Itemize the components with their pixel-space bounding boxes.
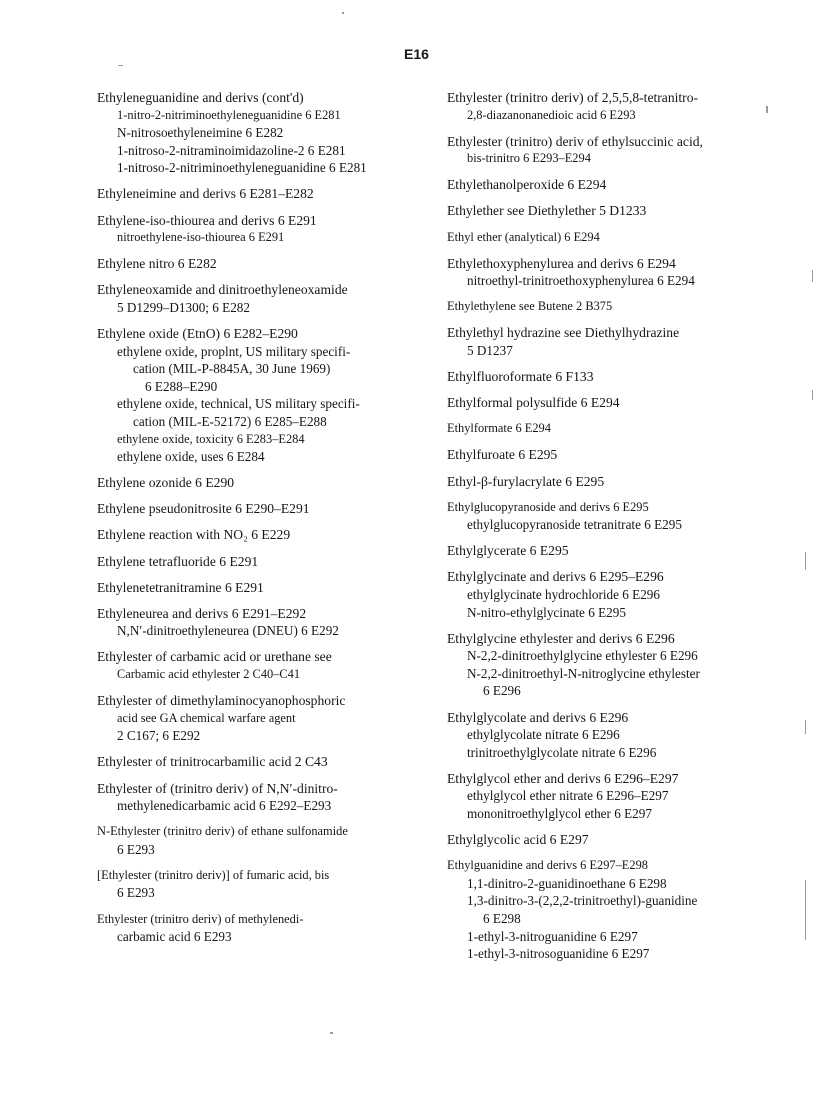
index-heading: Ethylene ozonide 6 E290 <box>97 475 235 491</box>
index-subentry: ethylglucopyranoside tetranitrate 6 E295 <box>467 517 682 533</box>
index-subentry: trinitroethylglycolate nitrate 6 E296 <box>467 744 657 760</box>
index-entry <box>97 867 457 902</box>
index-entry <box>97 185 457 203</box>
index-subentry: ethylglycol ether nitrate 6 E296–E297 <box>467 788 669 804</box>
index-heading: Ethylethoxyphenylurea and derivs 6 E294 <box>447 255 676 271</box>
index-entry <box>447 133 817 168</box>
index-entry <box>97 526 457 544</box>
index-subentry: 5 D1237 <box>467 343 513 359</box>
index-subentry: 1,3-dinitro-3-(2,2,2-trinitroethyl)-guanidine <box>467 893 698 909</box>
scan-speck <box>805 552 806 570</box>
scan-speck <box>766 106 768 113</box>
index-entry <box>97 281 457 316</box>
index-heading: Ethylester (trinitro deriv) of methylenedi- <box>97 911 304 926</box>
index-entry <box>447 499 817 534</box>
index-subentry: nitroethyl-trinitroethoxyphenylurea 6 E294 <box>467 273 695 289</box>
index-heading: N-Ethylester (trinitro deriv) of ethane sulfonamide <box>97 824 348 839</box>
index-heading: Ethyl-β-furylacrylate 6 E295 <box>447 473 605 489</box>
index-subentry: 2 C167; 6 E292 <box>117 728 201 744</box>
index-entry <box>447 255 817 290</box>
index-column-left <box>97 89 457 954</box>
index-subentry: ethylglycinate hydrochloride 6 E296 <box>467 586 660 602</box>
index-subentry: 1-nitroso-2-nitriminoethyleneguanidine 6 E281 <box>117 160 367 176</box>
index-entry <box>447 473 817 491</box>
index-subentry: 6 E298 <box>483 910 521 926</box>
index-subentry: carbamic acid 6 E293 <box>117 929 232 945</box>
index-heading: Ethyl ether (analytical) 6 E294 <box>447 229 600 244</box>
index-entry <box>447 568 817 621</box>
index-heading: Ethylethylene see Butene 2 B375 <box>447 299 613 314</box>
index-subentry: ethylglycolate nitrate 6 E296 <box>467 727 620 743</box>
index-subentry: cation (MIL-P-8845A, 30 June 1969) <box>133 361 331 377</box>
index-entry <box>447 394 817 412</box>
scan-speck <box>342 12 344 14</box>
index-subentry: N-nitrosoethyleneimine 6 E282 <box>117 125 284 141</box>
index-entry <box>447 420 817 438</box>
scan-speck <box>812 390 813 400</box>
index-entry <box>97 212 457 247</box>
index-entry <box>447 857 817 963</box>
index-heading: Ethylethanolperoxide 6 E294 <box>447 177 607 193</box>
index-subentry: N-2,2-dinitroethyl-N-nitroglycine ethylester <box>467 665 700 681</box>
index-subentry: N-nitro-ethylglycinate 6 E295 <box>467 604 626 620</box>
index-entry <box>447 89 817 124</box>
index-column-right <box>447 89 817 971</box>
index-heading: Ethylether see Diethylether 5 D1233 <box>447 203 647 219</box>
index-subentry: ethylene oxide, toxicity 6 E283–E284 <box>117 431 305 446</box>
page-number-header: E16 <box>404 46 429 62</box>
index-heading: Ethylester (trinitro deriv) of 2,5,5,8-tetranitro- <box>447 90 699 105</box>
index-heading: Ethyleneimine and derivs 6 E281–E282 <box>97 186 314 202</box>
index-entry <box>97 255 457 273</box>
index-heading: Ethylglycolate and derivs 6 E296 <box>447 709 629 725</box>
scan-speck <box>805 720 806 734</box>
index-heading: Ethylene-iso-thiourea and derivs 6 E291 <box>97 212 317 228</box>
index-entry <box>447 542 817 560</box>
index-entry <box>97 605 457 640</box>
index-subentry: 5 D1299–D1300; 6 E282 <box>117 299 250 315</box>
index-heading: Ethylene pseudonitrosite 6 E290–E291 <box>97 501 310 517</box>
index-subentry: nitroethylene-iso-thiourea 6 E291 <box>117 230 285 245</box>
index-subentry: methylenedicarbamic acid 6 E292–E293 <box>117 798 332 814</box>
index-heading: Ethyleneguanidine and derivs (cont'd) <box>97 90 304 105</box>
index-subentry: 1,1-dinitro-2-guanidinoethane 6 E298 <box>467 875 667 891</box>
index-entry <box>97 780 457 815</box>
index-subentry: 2,8-diazanonanedioic acid 6 E293 <box>467 107 636 122</box>
index-subentry: N,N′-dinitroethyleneurea (DNEU) 6 E292 <box>117 623 339 639</box>
index-entry <box>97 692 457 745</box>
index-entry <box>447 176 817 194</box>
index-heading: Ethylglycerate 6 E295 <box>447 543 569 559</box>
index-heading: Ethylformal polysulfide 6 E294 <box>447 395 620 411</box>
index-heading: Ethylglycine ethylester and derivs 6 E296 <box>447 630 675 646</box>
index-heading: [Ethylester (trinitro deriv)] of fumaric acid, bis <box>97 867 330 882</box>
index-heading: Ethylglycinate and derivs 6 E295–E296 <box>447 569 664 585</box>
index-entry <box>97 474 457 492</box>
index-subentry: 6 E296 <box>483 683 521 699</box>
index-subentry: Carbamic acid ethylester 2 C40–C41 <box>117 667 301 682</box>
index-subentry: mononitroethylglycol ether 6 E297 <box>467 806 652 821</box>
index-heading: Ethylester (trinitro) deriv of ethylsuccinic acid, <box>447 133 703 149</box>
index-heading: Ethylglycol ether and derivs 6 E296–E297 <box>447 770 679 786</box>
index-heading: Ethylformate 6 E294 <box>447 421 551 436</box>
scan-speck <box>805 880 806 940</box>
index-subentry: 1-nitroso-2-nitraminoimidazoline-2 6 E281 <box>117 142 346 158</box>
index-subentry: N-2,2-dinitroethylglycine ethylester 6 E296 <box>467 648 698 664</box>
index-heading: Ethylglycolic acid 6 E297 <box>447 832 589 848</box>
scan-speck <box>118 65 123 66</box>
index-entry <box>97 911 457 946</box>
index-subentry: 6 E288–E290 <box>145 378 218 394</box>
index-heading: Ethylene tetrafluoride 6 E291 <box>97 553 259 569</box>
index-heading: Ethylester of trinitrocarbamilic acid 2 C43 <box>97 754 328 770</box>
index-entry <box>97 89 457 177</box>
index-entry <box>447 298 817 316</box>
index-entry <box>97 553 457 571</box>
index-heading: Ethyleneurea and derivs 6 E291–E292 <box>97 605 307 621</box>
index-entry <box>447 368 817 386</box>
index-entry <box>447 770 817 823</box>
index-subentry: 1-ethyl-3-nitroguanidine 6 E297 <box>467 928 638 944</box>
index-subentry: cation (MIL-E-52172) 6 E285–E288 <box>133 414 327 429</box>
index-subentry: 6 E293 <box>117 841 155 857</box>
index-subentry: ethylene oxide, technical, US military specifi- <box>117 396 360 412</box>
index-entry <box>447 446 817 464</box>
index-heading: Ethylester of (trinitro deriv) of N,N′-dinitro- <box>97 780 338 796</box>
index-heading: Ethylglucopyranoside and derivs 6 E295 <box>447 499 649 514</box>
index-entry <box>447 630 817 700</box>
index-entry <box>97 579 457 597</box>
index-entry <box>97 648 457 683</box>
index-heading: Ethylenetetranitramine 6 E291 <box>97 579 264 595</box>
index-subentry: acid see GA chemical warfare agent <box>117 710 296 725</box>
index-entry <box>447 229 817 247</box>
index-entry <box>97 500 457 518</box>
index-heading: Ethylene oxide (EtnO) 6 E282–E290 <box>97 326 298 342</box>
index-subentry: 1-nitro-2-nitriminoethyleneguanidine 6 E281 <box>117 107 341 122</box>
index-entry <box>97 823 457 858</box>
index-heading: Ethylguanidine and derivs 6 E297–E298 <box>447 858 648 873</box>
index-heading: Ethylester of carbamic acid or urethane see <box>97 649 332 665</box>
index-entry <box>447 831 817 849</box>
index-heading: Ethylethyl hydrazine see Diethylhydrazine <box>447 325 680 341</box>
index-subentry: 6 E293 <box>117 885 155 901</box>
index-heading: Ethylfuroate 6 E295 <box>447 447 558 463</box>
index-heading: Ethylester of dimethylaminocyanophosphoric <box>97 693 346 709</box>
index-entry <box>447 202 817 220</box>
index-entry <box>97 753 457 771</box>
scan-speck <box>330 1032 333 1034</box>
index-entry <box>447 709 817 762</box>
scan-speck <box>812 270 813 282</box>
index-heading: Ethylene reaction with NO₂ 6 E229 <box>97 527 291 543</box>
index-subentry: 1-ethyl-3-nitrosoguanidine 6 E297 <box>467 946 650 962</box>
index-heading: Ethylfluoroformate 6 F133 <box>447 369 594 385</box>
index-heading: Ethylene nitro 6 E282 <box>97 256 217 272</box>
index-subentry: bis-trinitro 6 E293–E294 <box>467 151 591 166</box>
index-subentry: ethylene oxide, proplnt, US military specifi- <box>117 343 351 359</box>
index-entry <box>447 324 817 359</box>
index-subentry: ethylene oxide, uses 6 E284 <box>117 449 265 465</box>
index-heading: Ethyleneoxamide and dinitroethyleneoxamide <box>97 282 348 298</box>
index-entry <box>97 325 457 466</box>
